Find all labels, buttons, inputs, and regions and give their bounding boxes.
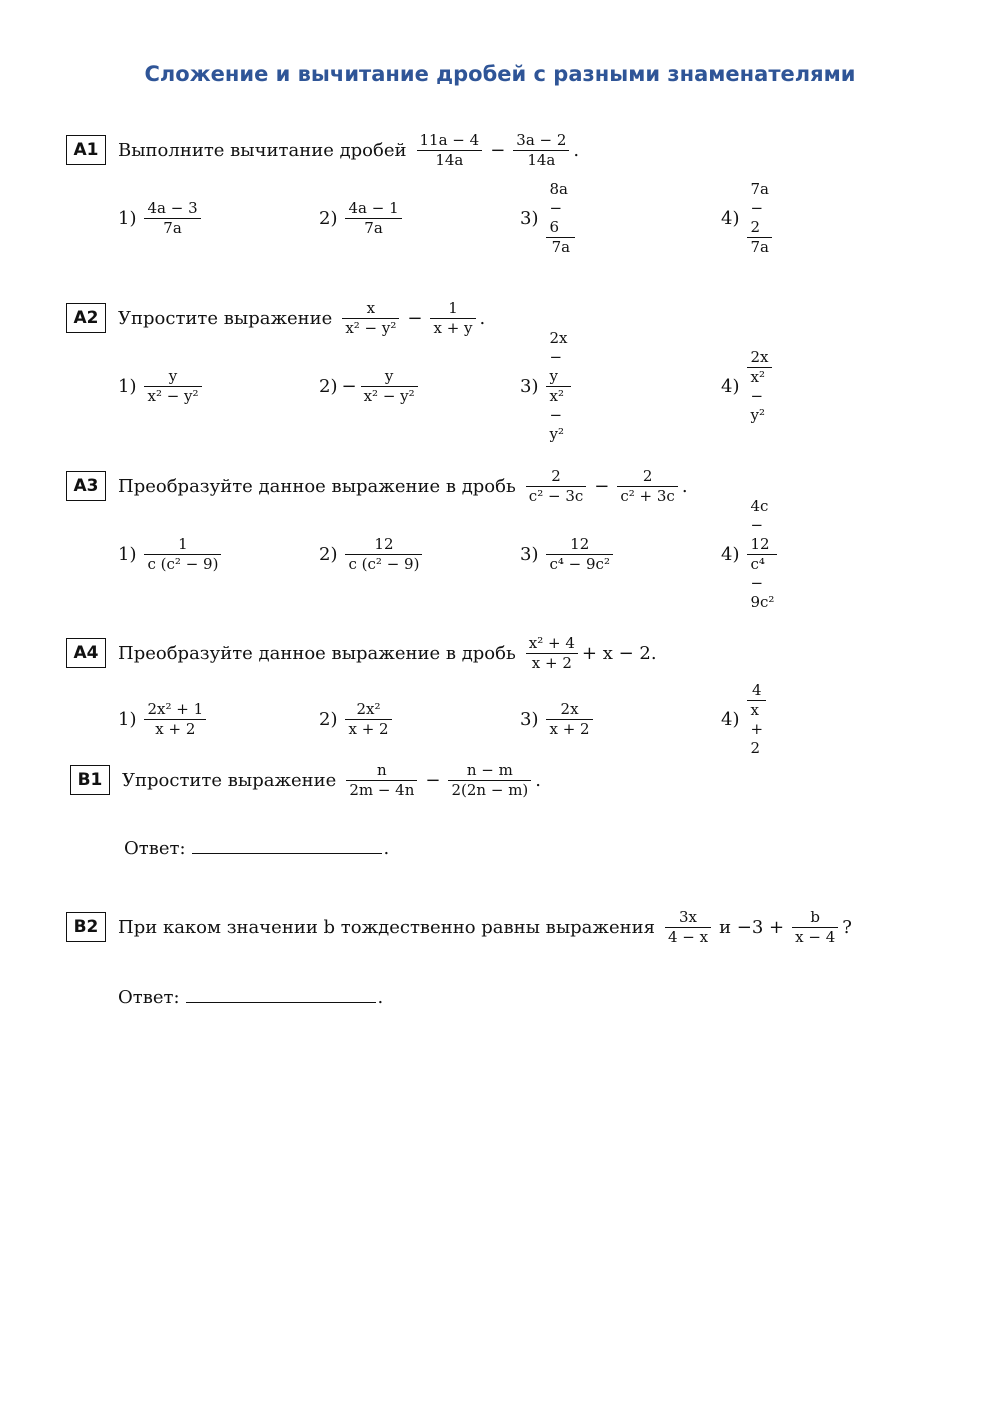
- numerator: 2x − y: [549, 328, 568, 385]
- numerator: n − m: [466, 760, 513, 779]
- task-a4: [66, 628, 764, 757]
- expression-middle: и −3 +: [719, 916, 785, 938]
- denominator: c² + 3c: [620, 486, 675, 505]
- numerator: x² + 4: [528, 633, 575, 652]
- task-prompt: При каком значении b тождественно равны выражения: [118, 916, 655, 938]
- answer-label: Ответ:: [124, 838, 186, 859]
- expression-tail: + x − 2.: [581, 642, 657, 664]
- expression-fraction: [792, 908, 838, 947]
- option-number: 3): [520, 708, 539, 730]
- answer-blank[interactable]: [192, 835, 382, 854]
- option-number: 4): [721, 708, 740, 730]
- answer-options: [66, 179, 769, 256]
- option-number: 3): [520, 543, 539, 565]
- numerator: 2x² + 1: [147, 699, 204, 718]
- denominator: 7a: [163, 218, 182, 237]
- numerator: 7a − 2: [750, 179, 769, 236]
- operator: −: [425, 769, 441, 791]
- option-number: 2): [319, 375, 338, 397]
- numerator: 11a − 4: [419, 130, 480, 149]
- task-label: B1: [70, 765, 110, 795]
- answer-option-4[interactable]: [721, 179, 776, 256]
- option-number: 2): [319, 708, 338, 730]
- answer-option-2[interactable]: [319, 361, 422, 411]
- answer-line: [118, 984, 852, 1008]
- task-prompt: Преобразуйте данное выражение в дробь: [118, 475, 516, 497]
- expression-fraction: [617, 467, 677, 506]
- denominator: 2m − 4n: [349, 780, 415, 799]
- denominator: x² − y²: [345, 318, 397, 337]
- denominator: x² − y²: [147, 386, 199, 405]
- numerator: y: [384, 366, 394, 385]
- denominator: c⁴ − 9c²: [549, 554, 610, 573]
- numerator: 2x: [750, 347, 769, 366]
- operator: −: [490, 139, 506, 161]
- option-number: 4): [721, 543, 740, 565]
- denominator: 14a: [435, 150, 464, 169]
- task-label: A4: [66, 638, 106, 668]
- numerator: 2: [642, 466, 653, 485]
- expression-fraction: [346, 761, 417, 800]
- expression-end: .: [573, 139, 580, 161]
- task-label: B2: [66, 912, 106, 942]
- denominator: 7a: [551, 237, 571, 256]
- denominator: x + 2: [750, 700, 764, 757]
- numerator: 1: [178, 534, 188, 553]
- expression-end: .: [535, 769, 541, 791]
- answer-options: [66, 680, 764, 757]
- numerator: n: [377, 760, 387, 779]
- option-number: 1): [118, 375, 137, 397]
- answer-blank[interactable]: [186, 984, 376, 1003]
- numerator: 4c − 12: [750, 496, 770, 553]
- denominator: x² − y²: [750, 367, 765, 424]
- expression-fraction: [526, 634, 578, 673]
- expression-fraction: [665, 908, 711, 947]
- task-label: A1: [66, 135, 106, 165]
- answer-options: [66, 496, 775, 611]
- page-title: Сложение и вычитание дробей с разными знаменателями: [144, 62, 856, 86]
- answer-option-2[interactable]: [319, 694, 396, 744]
- answer-option-3[interactable]: [520, 179, 579, 256]
- option-number: 1): [118, 708, 137, 730]
- task-prompt: Выполните вычитание дробей: [118, 139, 407, 161]
- denominator: c² − 3c: [528, 486, 584, 505]
- numerator: 12: [570, 534, 590, 553]
- operator: −: [594, 475, 610, 497]
- expression-fraction: [526, 467, 586, 506]
- task-label: A3: [66, 471, 106, 501]
- answer-option-1[interactable]: [118, 361, 206, 411]
- denominator: x + 2: [348, 719, 389, 738]
- numerator: 3a − 2: [516, 130, 567, 149]
- denominator: x² − y²: [549, 386, 564, 443]
- numerator: 8a − 6: [549, 179, 568, 236]
- task-a1: [66, 125, 769, 256]
- answer-option-3[interactable]: [520, 694, 597, 744]
- denominator: x + y: [433, 318, 473, 337]
- expression-fraction: [448, 761, 531, 800]
- expression-end: .: [681, 475, 688, 497]
- option-number: 2): [319, 543, 338, 565]
- numerator: 4: [751, 680, 762, 699]
- answer-option-4[interactable]: [721, 496, 781, 611]
- answer-option-3[interactable]: [520, 328, 575, 443]
- numerator: 4a − 1: [348, 198, 399, 217]
- answer-end: .: [383, 838, 390, 859]
- numerator: y: [168, 366, 178, 385]
- expression-end: ?: [842, 916, 852, 938]
- option-number: 1): [118, 543, 137, 565]
- option-number: 4): [721, 375, 740, 397]
- task-prompt: Преобразуйте данное выражение в дробь: [118, 642, 516, 664]
- numerator: 2x: [560, 699, 579, 718]
- option-number: 2): [319, 207, 338, 229]
- denominator: c (c² − 9): [348, 554, 420, 573]
- task-a2: [66, 293, 769, 443]
- option-sign: −: [341, 375, 357, 397]
- denominator: 7a: [364, 218, 383, 237]
- denominator: 2(2n − m): [451, 780, 529, 799]
- numerator: 2x²: [356, 699, 381, 718]
- answer-options: [66, 328, 769, 443]
- expression-fraction: [342, 299, 399, 338]
- expression-fraction: [513, 131, 569, 170]
- expression-end: .: [479, 307, 486, 329]
- option-number: 4): [721, 207, 740, 229]
- answer-option-1[interactable]: [118, 529, 225, 579]
- answer-option-4[interactable]: [721, 680, 770, 757]
- answer-end: .: [377, 987, 384, 1008]
- denominator: x − 4: [795, 927, 836, 946]
- task-a3: [66, 461, 775, 611]
- answer-label: Ответ:: [118, 987, 180, 1008]
- expression-fraction: [417, 131, 483, 170]
- denominator: 14a: [527, 150, 556, 169]
- numerator: 1: [448, 298, 458, 317]
- answer-option-1[interactable]: [118, 193, 205, 243]
- numerator: 2: [551, 466, 561, 485]
- task-b2: [66, 902, 852, 1008]
- numerator: x: [366, 298, 376, 317]
- answer-option-3[interactable]: [520, 529, 617, 579]
- option-number: 3): [520, 207, 539, 229]
- numerator: 4a − 3: [147, 198, 198, 217]
- expression-fraction: [430, 299, 475, 338]
- denominator: x² − y²: [363, 386, 415, 405]
- task-prompt: Упростите выражение: [122, 769, 337, 791]
- numerator: 3x: [679, 907, 698, 926]
- task-label: A2: [66, 303, 106, 333]
- denominator: c (c² − 9): [147, 554, 219, 573]
- numerator: b: [810, 907, 820, 926]
- operator: −: [407, 307, 423, 329]
- numerator: 12: [374, 534, 394, 553]
- denominator: c⁴ − 9c²: [750, 554, 775, 611]
- denominator: 4 − x: [667, 927, 709, 946]
- denominator: x + 2: [531, 653, 572, 672]
- denominator: x + 2: [155, 719, 196, 738]
- answer-option-2[interactable]: [319, 193, 406, 243]
- task-prompt: Упростите выражение: [118, 307, 333, 329]
- answer-line: [124, 835, 541, 859]
- option-number: 3): [520, 375, 539, 397]
- answer-option-4[interactable]: [721, 347, 776, 424]
- option-number: 1): [118, 207, 137, 229]
- answer-option-2[interactable]: [319, 529, 426, 579]
- task-b1: [70, 755, 541, 859]
- denominator: x + 2: [549, 719, 590, 738]
- denominator: 7a: [750, 237, 769, 256]
- answer-option-1[interactable]: [118, 694, 210, 744]
